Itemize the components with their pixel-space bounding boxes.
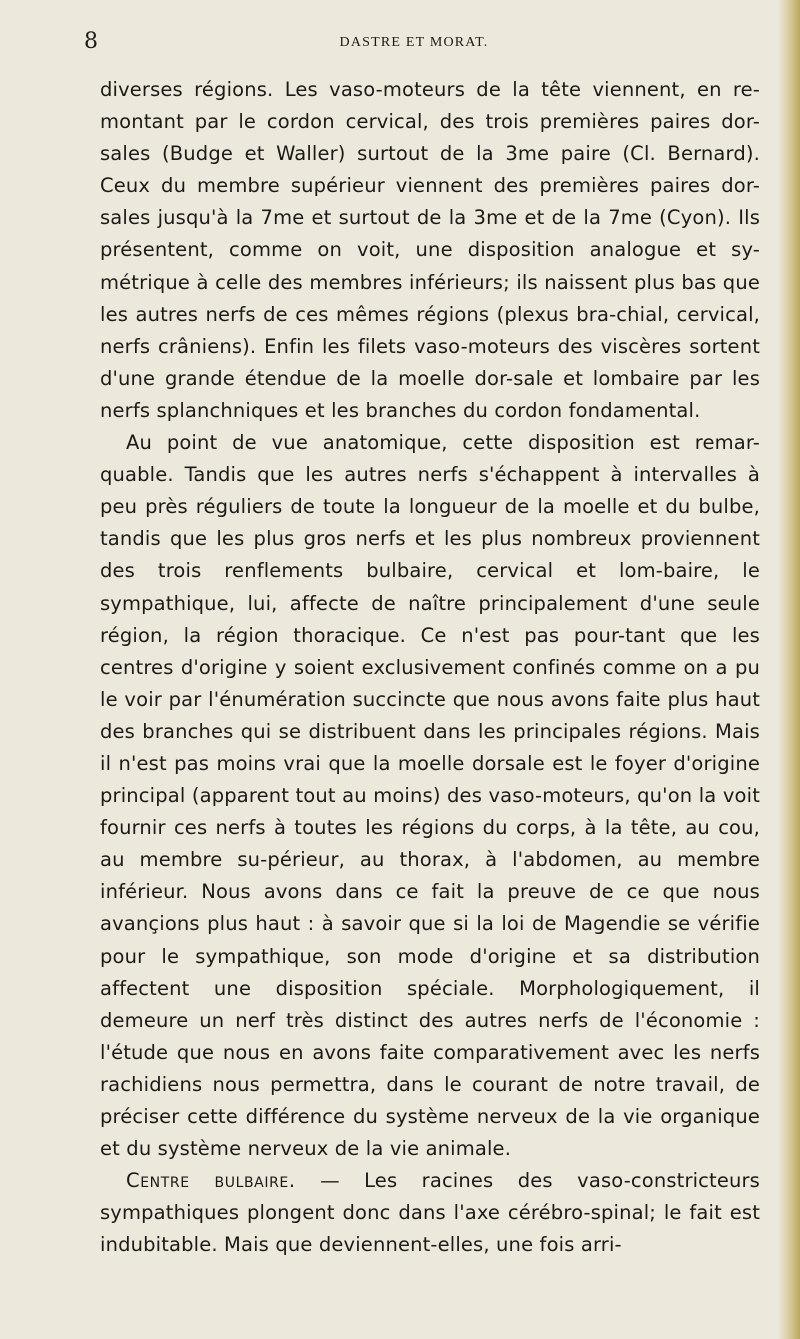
page-edge xyxy=(778,0,800,1339)
running-head: DASTRE ET MORAT. xyxy=(339,35,489,50)
page-header xyxy=(84,30,744,54)
paragraph-1: diverses régions. Les vaso-moteurs de la tête viennent, en re-montant par le cordon cervical, des trois premières paires dor-sales (Budge et Waller) surtout de la 3me paire (Cl. Bernard). Ceux du membre supérieur viennent des premières paires dor-sales jusqu'à la 7me et surtout de la 3me et de la 7me (Cyon). Ils présentent, comme on voit, une disposition analogue et sy-métrique à celle des membres inférieurs; ils naissent plus bas que les autres nerfs de ces mêmes régions (plexus bra-chial, cervical, nerfs crâniens). Enfin les filets vaso-moteurs des viscères sortent d'une grande étendue de la moelle dor-sale et lombaire par les nerfs splanchniques et les branches du cordon fondamental. xyxy=(100,78,760,422)
page-number: 8 xyxy=(84,29,98,54)
paragraph-3 xyxy=(100,1165,760,1261)
body-text xyxy=(100,74,760,1261)
paragraph-3-text: — Les racines des vaso-constricteurs sympathiques plongent donc dans l'axe cérébro-spinal; le fait est indubitable. Mais que deviennent-elles, une fois arri- xyxy=(100,1169,760,1257)
paragraph-2: Au point de vue anatomique, cette disposition est remar-quable. Tandis que les autres nerfs s'échappent à intervalles à peu près réguliers de toute la longueur de la moelle et du bulbe, tandis que les plus gros nerfs et les plus nombreux proviennent des trois renflements bulbaire, cervical et lom-baire, le sympathique, lui, affecte de naître principalement d'une seule région, la région thoracique. Ce n'est pas pour-tant que les centres d'origine y soient exclusivement confinés comme on a pu le voir par l'énumération succincte que nous avons faite plus haut des branches qui se distribuent dans les principales régions. Mais il n'est pas moins vrai que la moelle dorsale est le foyer d'origine principal (apparent tout au moins) des vaso-moteurs, qu'on la voit fournir ces nerfs à toutes les régions du corps, à la tête, au cou, au membre su-périeur, au thorax, à l'abdomen, au membre inférieur. Nous avons dans ce fait la preuve de ce que nous avançions plus haut : à savoir que si la loi de Magendie se vérifie pour le sympathique, son mode d'origine et sa distribution affectent une disposition spéciale. Morphologiquement, il demeure un nerf très distinct des autres nerfs de l'économie : l'étude que nous en avons faite comparativement avec les nerfs rachidiens nous permettra, dans le courant de notre travail, de préciser cette différence du système nerveux de la vie organique et du système nerveux de la vie animale. xyxy=(100,431,760,1161)
section-heading-centre-bulbaire: Centre bulbaire. xyxy=(126,1169,296,1193)
